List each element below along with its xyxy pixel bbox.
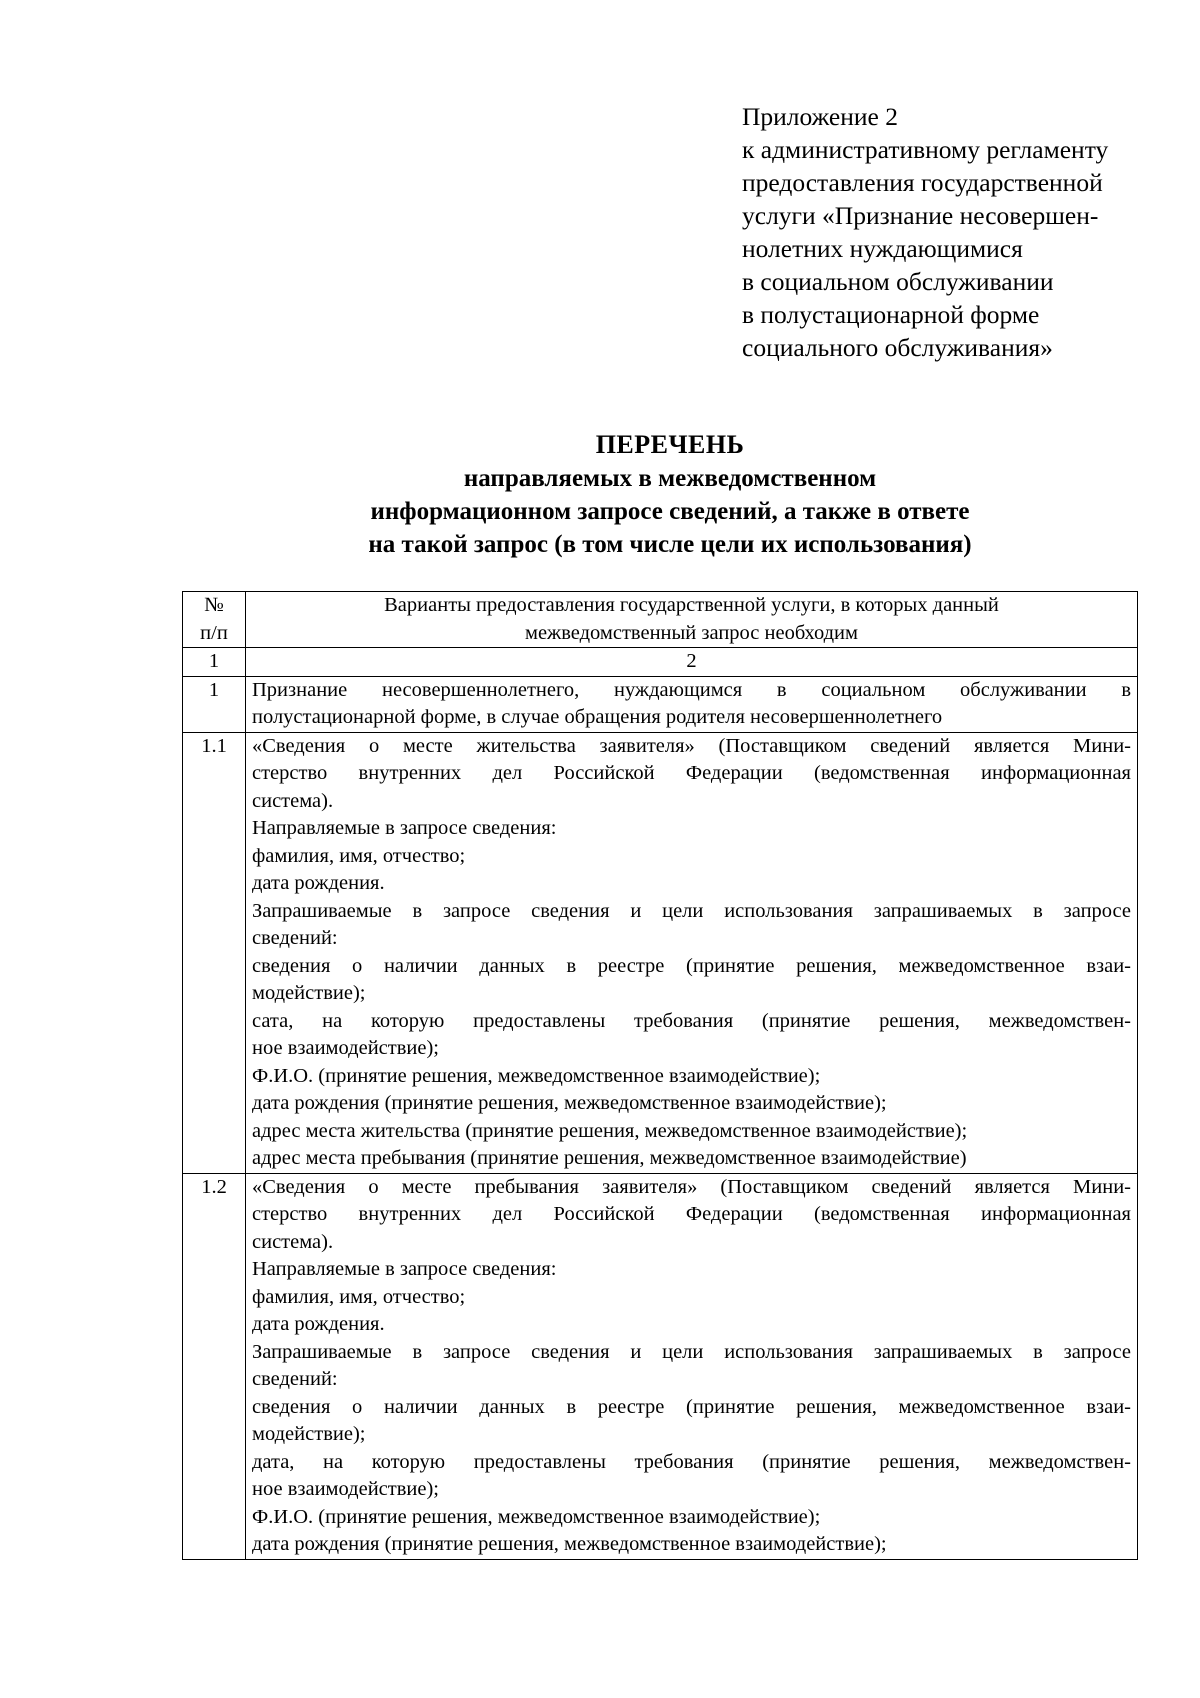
appendix-line: нолетних нуждающимися bbox=[742, 234, 1023, 263]
document-title bbox=[180, 428, 1160, 561]
header-variants-line: Варианты предоставления государственной услуги, в которых данный bbox=[384, 594, 999, 616]
requests-table bbox=[182, 591, 1138, 1560]
row-text-line: модействие); bbox=[252, 1423, 366, 1445]
row-text bbox=[246, 1173, 1138, 1559]
row-text bbox=[246, 676, 1138, 732]
appendix-line: услуги «Признание несовершен- bbox=[742, 201, 1099, 230]
table-row bbox=[183, 732, 1138, 1173]
appendix-line: Приложение 2 bbox=[742, 102, 898, 131]
row-text-line: система). bbox=[252, 1230, 334, 1253]
row-text-line: «Сведения о месте жительства заявителя» (Поставщиком сведений является Мини- bbox=[252, 734, 1131, 757]
appendix-header bbox=[742, 100, 1162, 364]
table-row bbox=[183, 1173, 1138, 1559]
header-number-line: № bbox=[204, 594, 224, 616]
row-text-line: ное взаимодействие); bbox=[252, 1037, 440, 1059]
row-text-line: сведений: bbox=[252, 927, 338, 949]
row-text-line: полустационарной форме, в случае обращения родителя несовершеннолетнего bbox=[252, 706, 943, 728]
title-heading: ПЕРЕЧЕНЬ bbox=[595, 430, 745, 459]
table-header-row bbox=[183, 592, 1138, 648]
row-text-line: сведений: bbox=[252, 1368, 338, 1390]
row-text-line: стерство внутренних дел Российской Федерации (ведомственная информационная bbox=[252, 1203, 1131, 1225]
row-text-line: дата рождения. bbox=[252, 1313, 385, 1335]
row-text-line: Признание несовершеннолетнего, нуждающимся в социальном обслуживании в bbox=[252, 678, 1131, 701]
row-text-line: «Сведения о месте пребывания заявителя» (Поставщиком сведений является Мини- bbox=[252, 1175, 1131, 1198]
header-variants-line: межведомственный запрос необходим bbox=[524, 621, 858, 644]
row-text-line: сата, на которую предоставлены требования (принятие решения, межведомствен- bbox=[252, 1009, 1131, 1032]
row-text-line: модействие); bbox=[252, 982, 366, 1004]
numbering-cell-2: 2 bbox=[246, 648, 1138, 677]
row-text bbox=[246, 732, 1138, 1173]
header-number-cell bbox=[183, 592, 246, 648]
row-text-line: сведения о наличии данных в реестре (принятие решения, межведомственное взаи- bbox=[252, 1395, 1131, 1418]
row-text-line: система). bbox=[252, 789, 334, 812]
title-line: информационном запросе сведений, а также в ответе bbox=[370, 498, 970, 525]
appendix-line: в полустационарной форме bbox=[742, 300, 1040, 329]
row-text-line: адрес места пребывания (принятие решения, межведомственное взаимодействие) bbox=[252, 1147, 967, 1169]
title-line: направляемых в межведомственном bbox=[463, 465, 877, 492]
row-text-line: фамилия, имя, отчество; bbox=[252, 844, 466, 867]
appendix-line: социального обслуживания» bbox=[742, 333, 1053, 362]
title-line: на такой запрос (в том числе цели их использования) bbox=[368, 531, 972, 558]
row-text-line: стерство внутренних дел Российской Федерации (ведомственная информационная bbox=[252, 762, 1131, 784]
row-text-line: адрес места жительства (принятие решения, межведомственное взаимодействие); bbox=[252, 1119, 968, 1142]
header-number-line: п/п bbox=[200, 621, 228, 644]
row-text-line: Ф.И.О. (принятие решения, межведомственное взаимодействие); bbox=[252, 1505, 821, 1528]
row-text-line: дата рождения (принятие решения, межведомственное взаимодействие); bbox=[252, 1092, 887, 1114]
numbering-cell-1: 1 bbox=[183, 648, 246, 677]
row-text-line: Запрашиваемые в запросе сведения и цели использования запрашиваемых в запросе bbox=[252, 1340, 1131, 1363]
row-text-line: дата рождения. bbox=[252, 872, 385, 894]
row-text-line: дата рождения (принятие решения, межведомственное взаимодействие); bbox=[252, 1533, 887, 1555]
appendix-line: предоставления государственной bbox=[742, 168, 1103, 197]
table-numbering-row bbox=[183, 648, 1138, 677]
row-text-line: Направляемые в запросе сведения: bbox=[252, 817, 557, 839]
row-text-line: сведения о наличии данных в реестре (принятие решения, межведомственное взаи- bbox=[252, 954, 1131, 977]
row-number: 1.2 bbox=[183, 1173, 246, 1559]
row-text-line: Ф.И.О. (принятие решения, межведомственное взаимодействие); bbox=[252, 1064, 821, 1087]
row-text-line: Запрашиваемые в запросе сведения и цели использования запрашиваемых в запросе bbox=[252, 899, 1131, 922]
table-row bbox=[183, 676, 1138, 732]
row-text-line: дата, на которую предоставлены требования (принятие решения, межведомствен- bbox=[252, 1450, 1131, 1473]
row-number: 1.1 bbox=[183, 732, 246, 1173]
appendix-line: к административному регламенту bbox=[742, 135, 1109, 164]
row-text-line: Направляемые в запросе сведения: bbox=[252, 1258, 557, 1280]
row-text-line: ное взаимодействие); bbox=[252, 1478, 440, 1500]
row-number: 1 bbox=[183, 676, 246, 732]
appendix-line: в социальном обслуживании bbox=[742, 267, 1054, 296]
header-variants-cell bbox=[246, 592, 1138, 648]
row-text-line: фамилия, имя, отчество; bbox=[252, 1285, 466, 1308]
